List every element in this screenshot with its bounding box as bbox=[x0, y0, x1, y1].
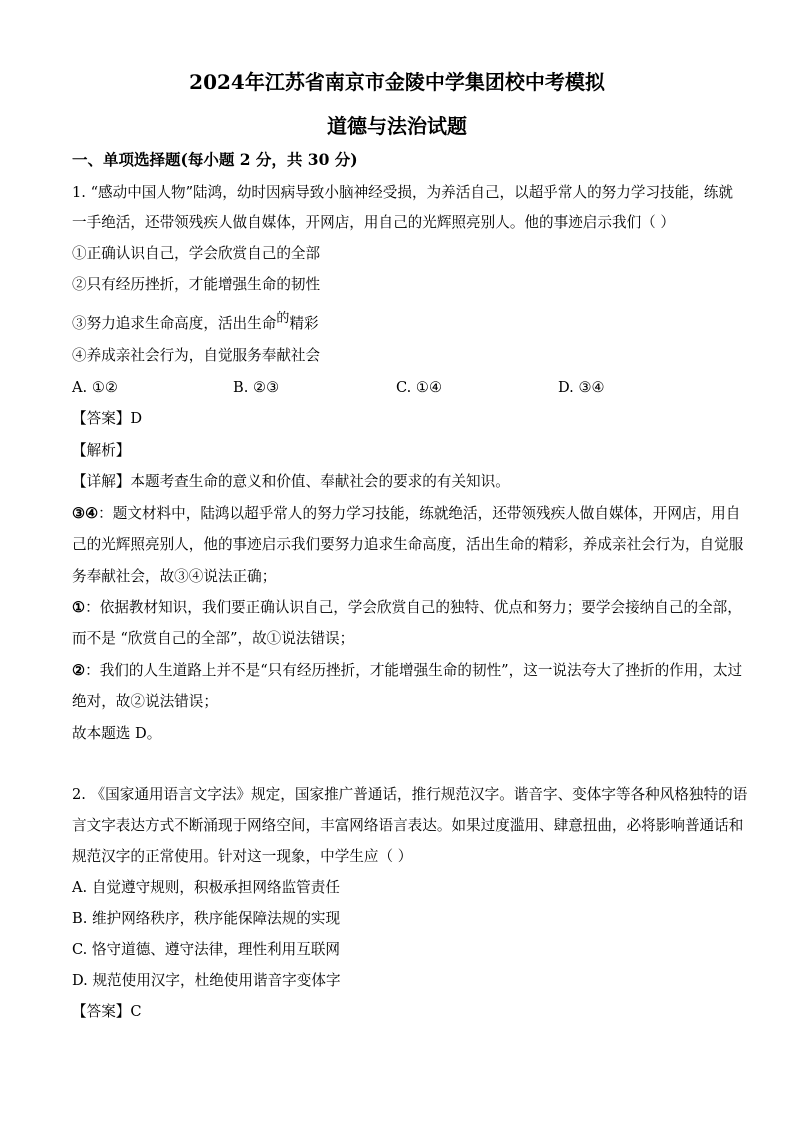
q2-stem-line-3: 规范汉字的正常使用。针对这一现象，中学生应（ ） bbox=[72, 848, 413, 865]
q1-item-2: ②只有经历挫折，才能增强生命的韧性 bbox=[72, 276, 321, 293]
section-heading: 一、单项选择题(每小题 2 分，共 30 分) bbox=[72, 150, 358, 169]
exam-title: 2024年江苏省南京市金陵中学集团校中考模拟 bbox=[189, 70, 605, 94]
q1-conclusion: 故本题选 D。 bbox=[72, 725, 162, 742]
q1-answer bbox=[72, 407, 722, 431]
q1-explain-1-line-3: 务奉献社会，故③④说法正确； bbox=[72, 568, 277, 585]
q1-answer-tag: 【答案】 bbox=[72, 410, 131, 427]
q1-item-3 bbox=[72, 312, 722, 337]
q2-stem-line-2: 言文字表达方式不断涌现于网络空间，丰富网络语言表达。如果过度滥用、肆意扭曲，必将影响普通话和 bbox=[72, 817, 744, 834]
q1-stem-line-2: 一手绝活，还带领残疾人做自媒体，开网店，用自己的光辉照亮别人。他的事迹启示我们（ ） bbox=[72, 214, 675, 231]
q2-answer bbox=[72, 1000, 722, 1024]
q2-option-b: B. 维护网络秩序，秩序能保障法规的实现 bbox=[72, 910, 341, 927]
q2-option-d: D. 规范使用汉字，杜绝使用谐音字变体字 bbox=[72, 972, 341, 989]
q1-stem-line-1: 1. “感动中国人物”陆鸿，幼时因病导致小脑神经受损，为养活自己，以超乎常人的努力学习技能，练就 bbox=[72, 184, 734, 201]
q1-explain-2-mark: ① bbox=[72, 599, 86, 616]
q1-item-3-text-end: 精彩 bbox=[289, 315, 319, 332]
q1-explain-3-text: ：我们的人生道路上并不是“只有经历挫折，才能增强生命的韧性”，这一说法夸大了挫折的作用，太过 bbox=[85, 662, 743, 679]
q1-explain-1-line-2: 己的光辉照亮别人，他的事迹启示我们要努力追求生命高度，活出生命的精彩，养成亲社会行为，自觉服 bbox=[72, 536, 744, 553]
q1-item-3-sup: 的 bbox=[276, 311, 290, 326]
q1-explain-2-text: ：依据教材知识，我们要正确认识自己，学会欣赏自己的独特、优点和努力；要学会接纳自己的全部， bbox=[85, 599, 742, 616]
q1-option-c: C. ①④ bbox=[396, 379, 443, 396]
q1-explain-3-line-1 bbox=[72, 659, 743, 683]
q1-detail-text: 本题考查生命的意义和价值、奉献社会的要求的有关知识。 bbox=[130, 473, 510, 490]
q2-stem-line-1: 2. 《国家通用语言文字法》规定，国家推广普通话，推行规范汉字。谐音字、变体字等各种风格独特的语 bbox=[72, 786, 748, 803]
q1-detail bbox=[72, 470, 722, 494]
q1-detail-tag: 【详解】 bbox=[72, 473, 131, 490]
q1-item-3-text: ③努力追求生命高度，活出生命 bbox=[72, 315, 277, 332]
q2-answer-tag: 【答案】 bbox=[72, 1003, 131, 1020]
q1-item-4: ④养成亲社会行为，自觉服务奉献社会 bbox=[72, 347, 321, 364]
q1-explain-1-text: ：题文材料中，陆鸿以超乎常人的努力学习技能，练就绝活，还带领残疾人做自媒体，开网店，用自 bbox=[98, 505, 741, 522]
q1-answer-value: D bbox=[130, 410, 143, 427]
q1-item-1: ①正确认识自己，学会欣赏自己的全部 bbox=[72, 245, 321, 262]
exam-subtitle: 道德与法治试题 bbox=[327, 114, 467, 138]
q1-analysis-tag: 【解析】 bbox=[72, 442, 131, 459]
q1-option-b: B. ②③ bbox=[233, 379, 280, 396]
q1-explain-2-line-2: 而不是 “欣赏自己的全部”，故①说法错误； bbox=[72, 630, 355, 647]
q2-answer-value: C bbox=[130, 1003, 142, 1020]
q1-option-d: D. ③④ bbox=[558, 379, 605, 396]
q2-option-a: A. 自觉遵守规则，积极承担网络监管责任 bbox=[72, 879, 340, 896]
q1-explain-3-line-2: 绝对，故②说法错误； bbox=[72, 693, 218, 710]
q1-explain-1-mark: ③④ bbox=[72, 505, 99, 522]
q1-explain-3-mark: ② bbox=[72, 662, 86, 679]
q2-option-c: C. 恪守道德、遵守法律，理性利用互联网 bbox=[72, 941, 341, 958]
q1-explain-1-line-1 bbox=[72, 502, 741, 526]
q1-explain-2-line-1 bbox=[72, 596, 742, 620]
q1-option-a: A. ①② bbox=[72, 379, 118, 396]
